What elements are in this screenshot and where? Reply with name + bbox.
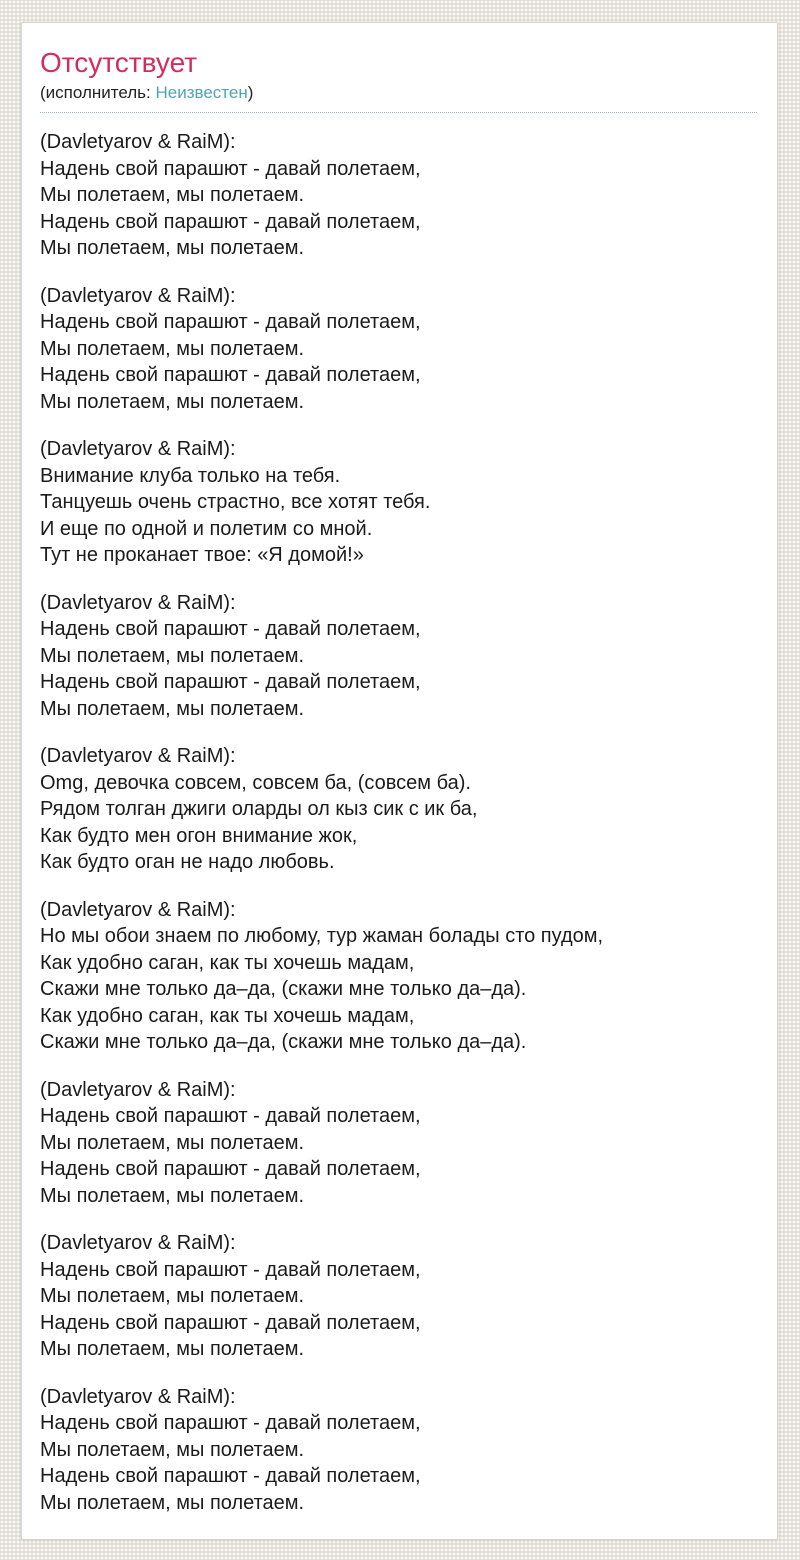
lyric-line: (Davletyarov & RaiM): [40,898,236,921]
lyric-line: Как удобно саган, как ты хочешь мадам, [40,1004,415,1027]
lyric-line: Надень свой парашют - давай полетаем, [40,1465,421,1488]
lyric-line: Мы полетаем, мы полетаем. [40,1338,305,1361]
lyric-line: (Davletyarov & RaiM): [40,438,236,461]
lyric-line: Мы полетаем, мы полетаем. [40,337,305,360]
lyric-line: Мы полетаем, мы полетаем. [40,1285,305,1308]
lyric-line: Как будто мен огон внимание жок, [40,824,358,847]
lyric-line: Как будто оган не надо любовь. [40,851,335,874]
lyric-line: (Davletyarov & RaiM): [40,284,236,307]
lyric-line: (Davletyarov & RaiM): [40,591,236,614]
lyric-line: (Davletyarov & RaiM): [40,1232,236,1255]
lyric-line: Скажи мне только да–да, (скажи мне только да–да). [40,978,527,1001]
lyric-line: (Davletyarov & RaiM): [40,1385,236,1408]
lyric-line: Надень свой парашют - давай полетаем, [40,364,421,387]
lyric-line: Мы полетаем, мы полетаем. [40,184,305,207]
song-title: Отсутствует [40,47,198,78]
stanza [40,436,757,569]
lyric-line: Надень свой парашют - давай полетаем, [40,671,421,694]
lyric-line: Мы полетаем, мы полетаем. [40,237,305,260]
lyric-line: Мы полетаем, мы полетаем. [40,644,305,667]
lyric-line: Надень свой парашют - давай полетаем, [40,157,421,180]
lyric-line: Как удобно саган, как ты хочешь мадам, [40,951,415,974]
lyric-line: Omg, девочка совсем, совсем ба, (совсем ба). [40,771,471,794]
lyric-line: Надень свой парашют - давай полетаем, [40,618,421,641]
lyric-line: Мы полетаем, мы полетаем. [40,1184,305,1207]
stanza [40,590,757,723]
lyric-line: Мы полетаем, мы полетаем. [40,697,305,720]
lyric-line: Надень свой парашют - давай полетаем, [40,1105,421,1128]
artist-line [40,83,757,113]
lyric-line: Танцуешь очень страстно, все хотят тебя. [40,491,431,514]
artist-line-suffix: ) [247,83,254,103]
stanza [40,283,757,416]
lyric-line: Но мы обои знаем по любому, тур жаман болады сто пудом, [40,925,604,948]
lyric-line: Мы полетаем, мы полетаем. [40,1131,305,1154]
lyric-line: Надень свой парашют - давай полетаем, [40,1258,421,1281]
lyric-line: Мы полетаем, мы полетаем. [40,390,305,413]
stanza [40,1077,757,1210]
lyric-line: Рядом толган джиги оларды ол кыз сик с ик ба, [40,798,478,821]
lyric-line: Внимание клуба только на тебя. [40,464,341,487]
artist-link[interactable]: Неизвестен [155,83,248,103]
lyric-line: Надень свой парашют - давай полетаем, [40,311,421,334]
stanza [40,1230,757,1363]
lyric-line: И еще по одной и полетим со мной. [40,517,373,540]
lyric-line: Надень свой парашют - давай полетаем, [40,1311,421,1334]
lyric-line: (Davletyarov & RaiM): [40,1078,236,1101]
stanza [40,1384,757,1517]
lyric-line: (Davletyarov & RaiM): [40,131,236,154]
lyric-line: Мы полетаем, мы полетаем. [40,1438,305,1461]
lyric-line: Надень свой парашют - давай полетаем, [40,1412,421,1435]
lyric-line: (Davletyarov & RaiM): [40,745,236,768]
artist-label: (исполнитель: [40,83,151,103]
lyric-line: Тут не проканает твое: «Я домой!» [40,544,364,567]
content-panel [21,22,778,1540]
lyric-line: Надень свой парашют - давай полетаем, [40,210,421,233]
stanza [40,743,757,876]
stanza [40,897,757,1056]
lyrics [40,129,757,1516]
song-header [40,47,757,113]
lyric-line: Мы полетаем, мы полетаем. [40,1491,305,1514]
stanza [40,129,757,262]
lyric-line: Скажи мне только да–да, (скажи мне только да–да). [40,1031,527,1054]
lyric-line: Надень свой парашют - давай полетаем, [40,1158,421,1181]
